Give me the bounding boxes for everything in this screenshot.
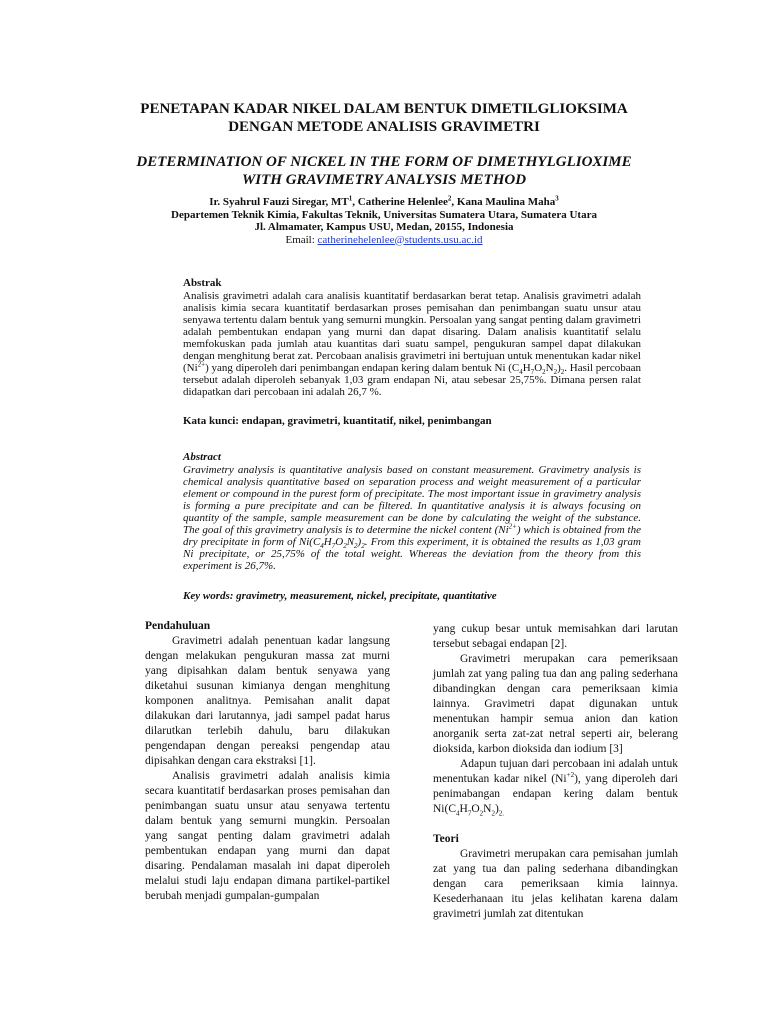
affiliation: Departemen Teknik Kimia, Fakultas Teknik, Universitas Sumatera Utara, Sumatera Utara	[171, 208, 597, 221]
title-english	[100, 153, 668, 189]
paragraph-right-3: Gravimetri merupakan cara pemisahan jumlah zat yang tua dan paling sederhana dibandingkan dengan cara pemeriksaan kimia lainnya. Kesederhanaan itu jelas kelihatan karena dalam gravimetri jumlah zat ditentukan	[433, 848, 678, 920]
abstract-heading: Abstract	[183, 451, 221, 463]
abstract-text: Gravimetry analysis is quantitative analysis based on constant measurement. Gravimetry analysis is chemical analysis quantitative based on separation process and weight measurement of a particular element or compound in the purest form of precipitate. The most important issue in gravimetry analysis is forming a pure precipitate and can be filtered. In quantitative analysis it is always focusing on quantity of the sample, sample measurement can be done by calculating the weight of the substance. The goal of this gravimetry analysis is to determine the nickel content $(Ni^{2+})$ which is obtained from the dry precipitate in form of $Ni(C_4H_7O_2N_2)_2$. From this experiment, it is obtained the results as 1,03 gram Ni precipitate, or 25,75% of the total weight. Whereas the deviation from the theory from this experiment is 26,7%.	[183, 464, 641, 572]
title-english-line1: DETERMINATION OF NICKEL IN THE FORM OF DIMETHYLGLIOXIME	[136, 154, 632, 170]
abstrak-section	[183, 277, 641, 398]
address: Jl. Almamater, Kampus USU, Medan, 20155, Indonesia	[254, 221, 514, 233]
abstrak-text: Analisis gravimetri adalah cara analisis kuantitatif berdasarkan berat tetap. Analisis gravimetri adalah analisis kimia secara kuantitatif berdasarkan proses pemisahan dan penimbangan suatu unsur atau senyawa tertentu dalam bentuk yang semurni mungkin. Persoalan yang sangat penting dalam gravimetri adalah pembentukan endapan yang murni dan dapat disaring. Dalam analisis kuantitatif selalu memfokuskan pada jumlah atau kuantitas dari suatu sampel, pengukuran sampel dapat dilakukan dengan menghitung berat zat. Percobaan analisis gravimetri ini bertujuan untuk menentukan kadar nikel $(Ni^{2+})$ yang diperoleh dari penimbangan endapan kering dalam bentuk Ni $(C_4H_7O_2N_2)_2$. Hasil percobaan tersebut adalah diperoleh sebanyak 1,03 gram endapan Ni, atau sebesar 25,75%. Dimana persen ralat didapatkan dari percobaan ini adalah 26,7 %.	[183, 290, 641, 398]
teori-heading: Teori	[433, 833, 459, 845]
author-3: , Kana Maulina Maha	[451, 196, 556, 208]
paragraph-right-2: Adapun tujuan dari percobaan ini adalah untuk menentukan kadar nikel $(Ni^{+2})$, yang diperoleh dari penimabangan endapan kering dalam bentuk $Ni(C_4H_7O_2N_2)_{2.}$	[433, 758, 678, 818]
author-2-sup: 2	[447, 194, 452, 203]
author-1: Ir. Syahrul Fauzi Siregar, MT	[209, 196, 349, 208]
pendahuluan-heading: Pendahuluan	[145, 620, 211, 632]
email-label: Email:	[285, 233, 318, 246]
author-list	[100, 196, 668, 209]
author-2: , Catherine Helenlee	[352, 196, 448, 208]
right-column	[433, 622, 678, 922]
paragraph-right-0: yang cukup besar untuk memisahkan dari larutan tersebut sebagai endapan [2].	[433, 623, 678, 650]
abstrak-heading: Abstrak	[183, 277, 222, 289]
left-column	[145, 619, 390, 904]
kata-kunci: Kata kunci: endapan, gravimetri, kuantitatif, nikel, penimbangan	[183, 415, 492, 427]
key-words: Key words: gravimetry, measurement, nickel, precipitate, quantitative	[183, 590, 497, 602]
author-block	[100, 196, 668, 246]
section-gap	[433, 817, 678, 832]
title-indonesian	[100, 100, 668, 136]
paragraph-right-1: Gravimetri merupakan cara pemeriksaan jumlah zat yang paling tua dan ang paling sederhana dibandingkan dengan cara pemeriksaan kimia lainnya. Gravimetri dapat digunakan untuk menentukan hampir semua anion dan kation anorganik serta zat-zat netral seperti air, belerang dioksida, karbon dioksida dan iodium [3]	[433, 653, 678, 755]
title-indonesian-line1: PENETAPAN KADAR NIKEL DALAM BENTUK DIMETILGLIOKSIMA	[140, 101, 628, 117]
email-link[interactable]: catherinehelenlee@students.usu.ac.id	[317, 233, 483, 246]
author-3-sup: 3	[555, 194, 559, 203]
title-indonesian-line2: DENGAN METODE ANALISIS GRAVIMETRI	[228, 119, 540, 135]
paragraph-left-1: Gravimetri adalah penentuan kadar langsung dengan melakukan pengukuran massa zat murni yang dipisahkan dalam bentuk senyawa yang diketahui susunan kimianya dengan menghitung komponen analitnya. Pemisahan analit dapat dilakukan dari larutannya, jadi sampel padat harus dilarutkan terlebih dahulu, baru dilakukan pengendapan dengan pereaksi pengendap atau dipisahkan dengan cara ekstraksi [1].	[145, 635, 390, 767]
abstract-section	[183, 451, 641, 572]
paragraph-left-2: Analisis gravimetri adalah analisis kimia secara kuantitatif berdasarkan proses pemisahan dan penimbangan suatu unsur atau senyawa tertentu dalam bentuk yang semurni mungkin. Persoalan yang sangat penting dalam gravimetri adalah pembentukan endapan yang murni dan dapat disaring. Pendalaman masalah ini dapat diperoleh melalui studi laju endapan dimana partikel-partikel berubah menjadi gumpalan-gumpalan	[145, 770, 390, 902]
title-english-line2: WITH GRAVIMETRY ANALYSIS METHOD	[241, 172, 527, 188]
author-1-sup: 1	[348, 194, 353, 203]
email-line	[285, 234, 482, 246]
